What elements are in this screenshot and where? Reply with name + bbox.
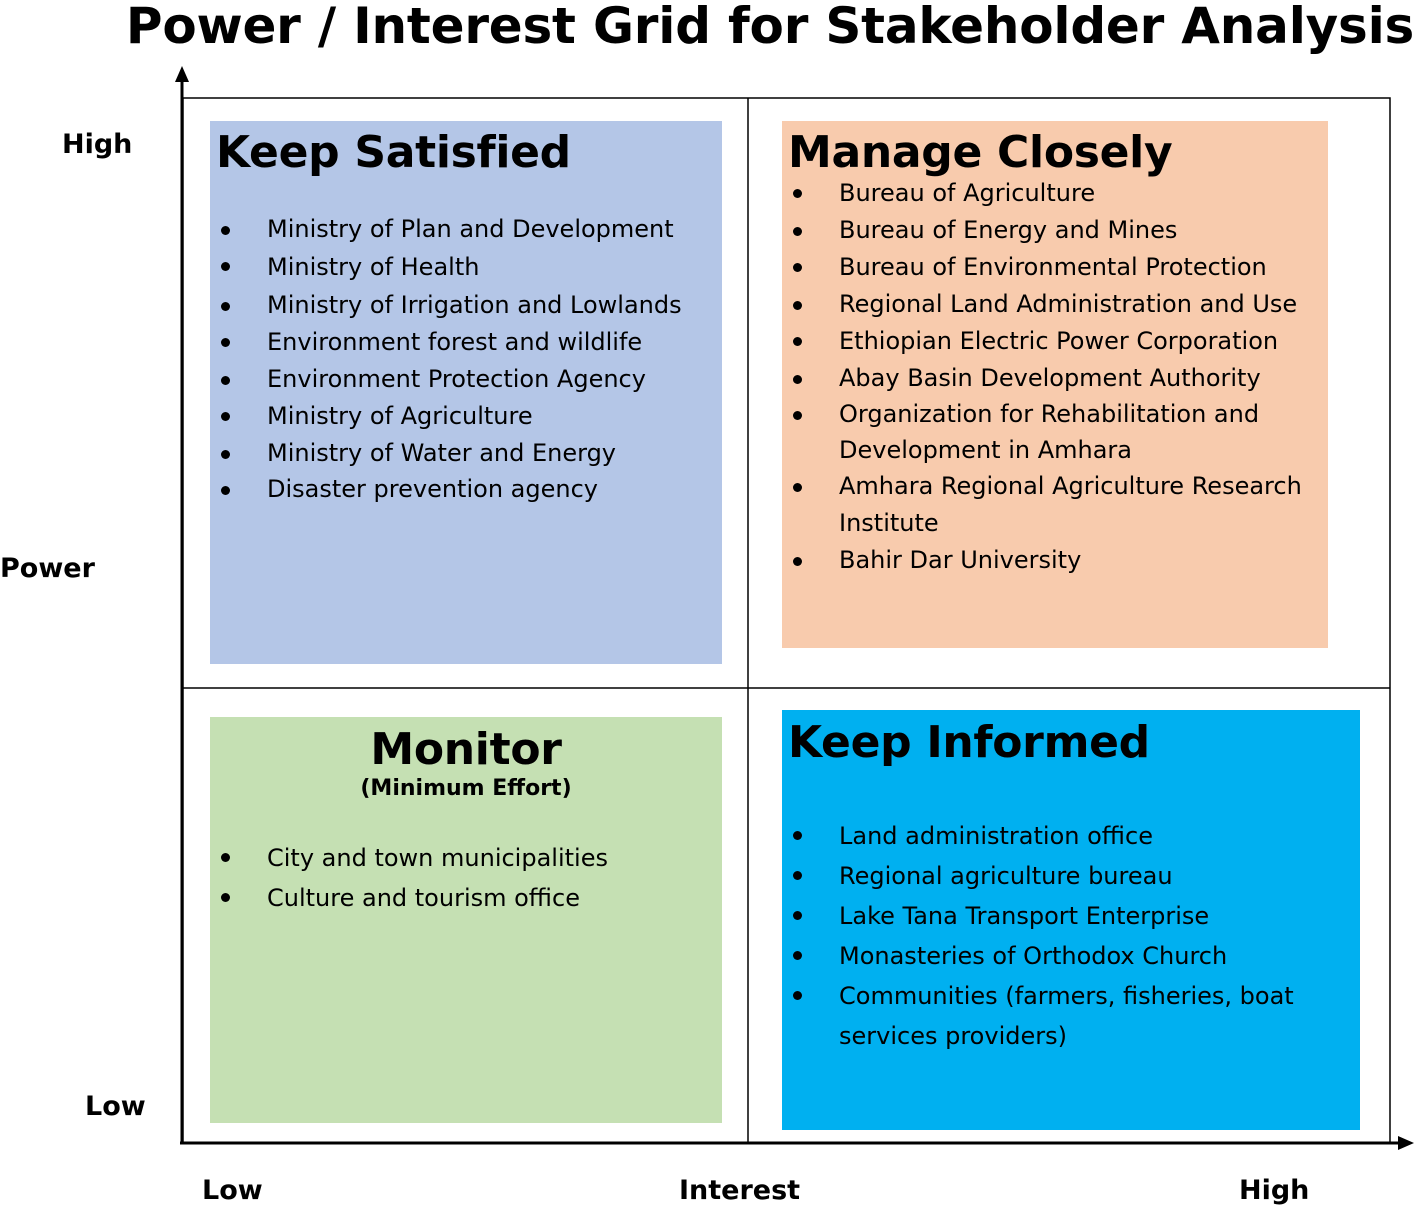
stakeholder-list — [216, 211, 716, 507]
stakeholder-item: Organization for Rehabilitation and Development in Amhara — [788, 396, 1322, 468]
y-axis-title: Power — [0, 553, 95, 584]
stakeholder-item: Bureau of Energy and Mines — [788, 212, 1322, 248]
quadrant-title: Monitor — [370, 724, 562, 775]
quadrant-manage-closely — [782, 121, 1328, 648]
stakeholder-item: Bureau of Environmental Protection — [788, 248, 1322, 286]
stakeholder-item: Lake Tana Transport Enterprise — [788, 896, 1354, 936]
x-axis-title: Interest — [679, 1175, 801, 1206]
y-axis-arrowhead — [175, 66, 189, 82]
stakeholder-item: Ministry of Water and Energy — [216, 435, 716, 471]
stakeholder-item: Communities (farmers, fisheries, boat services providers) — [788, 976, 1354, 1056]
quadrant-subtitle: (Minimum Effort) — [360, 776, 572, 801]
stakeholder-item: Amhara Regional Agriculture Research Institute — [788, 468, 1322, 542]
quadrant-keep-satisfied — [210, 121, 722, 664]
stakeholder-item: Land administration office — [788, 816, 1354, 856]
y-axis-high-label: High — [62, 129, 133, 160]
x-axis-low-label: Low — [202, 1175, 263, 1206]
stakeholder-item: Ministry of Agriculture — [216, 397, 716, 435]
stakeholder-list — [788, 174, 1322, 578]
diagram-title: Power / Interest Grid for Stakeholder Analysis — [125, 0, 1415, 55]
quadrant-monitor — [210, 717, 722, 1123]
stakeholder-list — [216, 838, 716, 918]
stakeholder-item: Ministry of Plan and Development — [216, 211, 716, 247]
quadrant-title: Manage Closely — [788, 127, 1173, 178]
stakeholder-item: Ministry of Health — [216, 247, 716, 287]
quadrant-title: Keep Informed — [788, 717, 1150, 768]
stakeholder-list — [788, 816, 1354, 1056]
x-axis-arrowhead — [1398, 1136, 1414, 1150]
stakeholder-item: Ministry of Irrigation and Lowlands — [216, 287, 716, 323]
stakeholder-item: Disaster prevention agency — [216, 471, 716, 507]
quadrant-keep-informed — [782, 710, 1360, 1130]
stakeholder-item: Environment forest and wildlife — [216, 323, 716, 361]
stakeholder-item: Bahir Dar University — [788, 542, 1322, 578]
stakeholder-item: Ethiopian Electric Power Corporation — [788, 322, 1322, 360]
stakeholder-item: Environment Protection Agency — [216, 361, 716, 397]
stakeholder-item: Bureau of Agriculture — [788, 174, 1322, 212]
stakeholder-item: Regional agriculture bureau — [788, 856, 1354, 896]
stakeholder-item: Monasteries of Orthodox Church — [788, 936, 1354, 976]
y-axis-low-label: Low — [85, 1091, 146, 1122]
quadrant-title: Keep Satisfied — [216, 127, 571, 178]
x-axis-high-label: High — [1239, 1175, 1310, 1206]
stakeholder-item: Culture and tourism office — [216, 878, 716, 918]
stakeholder-item: City and town municipalities — [216, 838, 716, 878]
stakeholder-item: Abay Basin Development Authority — [788, 360, 1322, 396]
stakeholder-item: Regional Land Administration and Use — [788, 286, 1322, 322]
